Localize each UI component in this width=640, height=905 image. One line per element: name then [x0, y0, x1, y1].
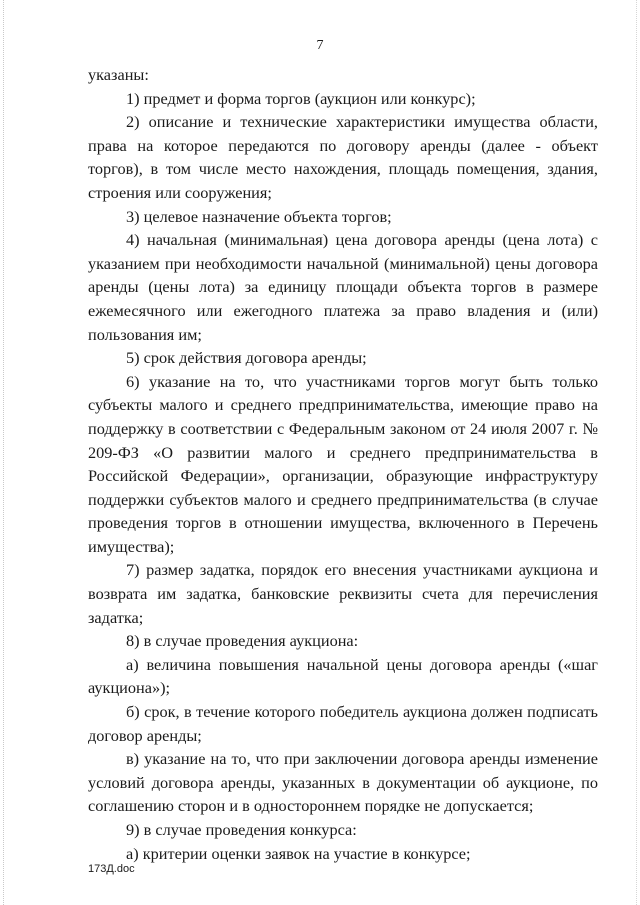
list-item-9: 9) в случае проведения конкурса: [126, 820, 357, 839]
list-item-7: 7) размер задатка, порядок его внесения участниками аукциона и возврата им задатка, банковские реквизиты счета для перечисления задатка; [88, 560, 598, 627]
scan-edge-right [635, 0, 637, 905]
page-number: 7 [316, 38, 324, 53]
list-item-1: 1) предмет и форма торгов (аукцион или конкурс); [126, 88, 476, 108]
list-item-8c: в) указание на то, что при заключении договора аренды изменение условий договора аренды, указанных в документации об аукционе, по соглашению сторон и в одностороннем порядке не допускается; [88, 749, 598, 816]
paragraph-continuation: указаны: [88, 65, 149, 84]
document-filename: 173Д.doc [88, 863, 135, 875]
list-item-6: 6) указание на то, что участниками торгов могут быть только субъекты малого и среднего предпринимательства, имеющие право на поддержку в соответствии с Федеральным законом от 24 июля 2007 г. № 209-ФЗ «О развитии малого и среднего предпринимательства в Российской Федерации», организации, образующие инфраструктуру поддержки субъектов малого и среднего предпринимательства (в случае проведения торгов в отношении имущества, включенного в Перечень имущества); [88, 371, 598, 556]
list-item-8: 8) в случае проведения аукциона: [126, 631, 359, 651]
list-item-8b: б) срок, в течение которого победитель аукциона должен подписать договор аренды; [88, 702, 598, 745]
list-item-5: 5) срок действия договора аренды; [126, 348, 367, 368]
list-item-9a: а) критерии оценки заявок на участие в конкурсе; [126, 843, 471, 863]
list-item-8a: а) величина повышения начальной цены договора аренды («шаг аукциона»); [88, 654, 598, 698]
list-item-4: 4) начальная (минимальная) цена договора аренды (цена лота) с указанием при необходимости начальной (минимальной) цены договора аренды (цены лота) за единицу площади объекта торгов в размере ежемесячного или ежегодного платежа за право владения и (или) пользования им; [88, 230, 598, 344]
scan-edge-left [3, 0, 5, 905]
list-item-3: 3) целевое назначение объекта торгов; [126, 206, 392, 226]
list-item-2: 2) описание и технические характеристики имущества области, права на которое передаются по договору аренды (далее - объект торгов), в том числе место нахождения, площадь помещения, здания, строения или сооружения; [88, 112, 598, 202]
document-body [88, 63, 598, 865]
